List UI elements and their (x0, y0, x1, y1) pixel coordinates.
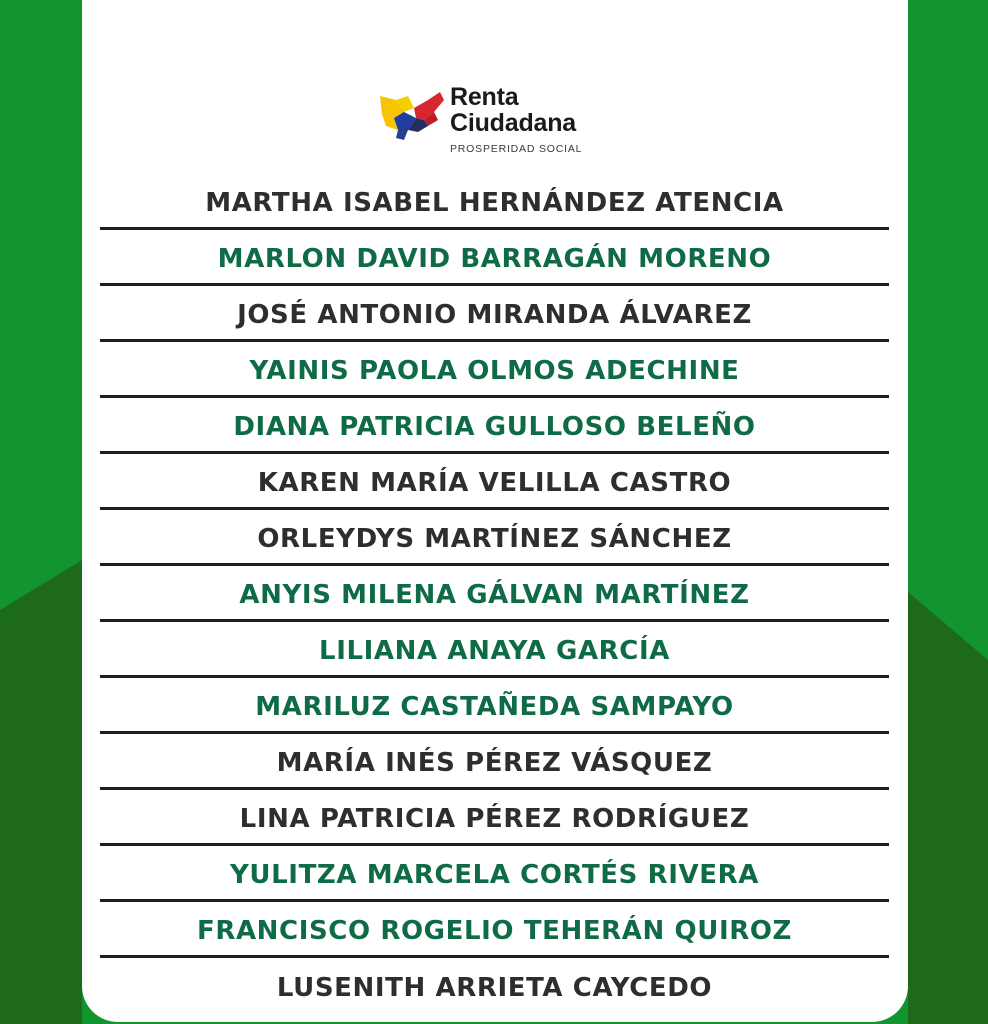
name-text: ORLEYDYS MARTÍNEZ SÁNCHEZ (257, 523, 732, 554)
list-item (100, 510, 889, 566)
name-text: LUSENITH ARRIETA CAYCEDO (276, 973, 713, 1003)
list-item (100, 958, 889, 1014)
name-text: KAREN MARÍA VELILLA CASTRO (257, 467, 732, 498)
list-item (100, 454, 889, 510)
list-item (100, 398, 889, 454)
logo-line-ciudadana: Ciudadana (450, 109, 576, 137)
name-text: YULITZA MARCELA CORTÉS RIVERA (230, 859, 759, 890)
list-item (100, 566, 889, 622)
logo-line-renta: Renta (450, 83, 519, 111)
name-text: JOSÉ ANTONIO MIRANDA ÁLVAREZ (237, 299, 752, 330)
list-item (100, 678, 889, 734)
list-item (100, 790, 889, 846)
name-text: LINA PATRICIA PÉREZ RODRÍGUEZ (239, 803, 750, 834)
name-text: YAINIS PAOLA OLMOS ADECHINE (249, 355, 740, 386)
list-item (100, 622, 889, 678)
list-item (100, 902, 889, 958)
name-text: DIANA PATRICIA GULLOSO BELEÑO (233, 411, 756, 442)
renta-ciudadana-logo (378, 84, 618, 160)
name-text: FRANCISCO ROGELIO TEHERÁN QUIROZ (196, 915, 793, 946)
list-item (100, 734, 889, 790)
name-text: MARILUZ CASTAÑEDA SAMPAYO (255, 691, 734, 722)
name-text: MARÍA INÉS PÉREZ VÁSQUEZ (276, 747, 713, 778)
name-text: MARTHA ISABEL HERNÁNDEZ ATENCIA (205, 187, 784, 218)
list-item (100, 342, 889, 398)
list-item (100, 230, 889, 286)
name-text: LILIANA ANAYA GARCÍA (319, 635, 670, 666)
colombian-flag-heart-icon (378, 90, 448, 144)
logo-tagline: PROSPERIDAD SOCIAL (450, 143, 583, 155)
name-text: MARLON DAVID BARRAGÁN MORENO (217, 243, 772, 274)
logo-wordmark (450, 84, 576, 136)
list-item (100, 846, 889, 902)
list-item (100, 174, 889, 230)
name-text: ANYIS MILENA GÁLVAN MARTÍNEZ (239, 579, 750, 610)
beneficiary-name-list (100, 174, 889, 1014)
list-item (100, 286, 889, 342)
